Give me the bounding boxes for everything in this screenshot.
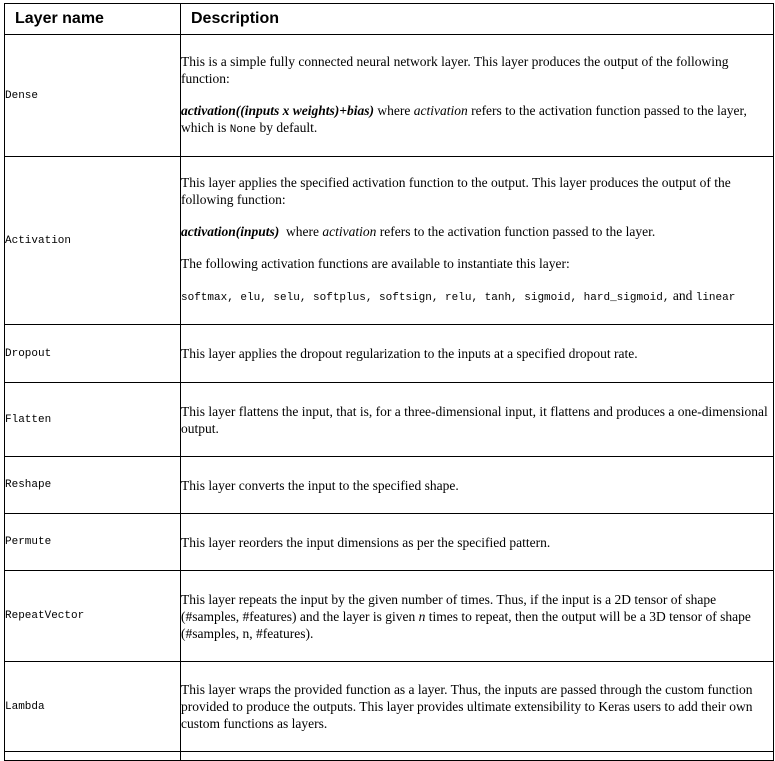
layer-name: Permute (5, 514, 181, 571)
table-row (5, 325, 774, 383)
code-text: None (229, 123, 257, 136)
table-row (5, 157, 774, 325)
formula: activation((inputs x weights)+bias) (181, 102, 374, 118)
layer-name: Lambda (5, 662, 181, 752)
layer-name: RepeatVector (5, 571, 181, 662)
text-span: times to repeat, then the output will be a 3D tensor of shape (#samples, n, #features). (181, 608, 751, 641)
layer-description: This layer reorders the input dimensions as per the specified pattern. (181, 514, 774, 571)
emphasis-text: activation (322, 224, 377, 239)
table-row (5, 571, 774, 662)
empty-cell (181, 752, 774, 761)
description-header: Description (181, 4, 774, 35)
function-list (181, 287, 773, 307)
formula-line (181, 223, 773, 240)
layer-name: Reshape (5, 457, 181, 514)
text-span: where (279, 224, 323, 239)
text-span: where (373, 102, 414, 118)
header-row (5, 4, 774, 35)
table-row (5, 383, 774, 457)
layer-description: This layer converts the input to the specified shape. (181, 457, 774, 514)
table-row (5, 457, 774, 514)
text-span: This layer repeats the input by the given number of times. Thus, if the input is a 2D tensor of shape (#samples, #features) and the layer is given (181, 591, 717, 624)
description-text: The following activation functions are available to instantiate this layer: (181, 256, 570, 271)
layer-name: Activation (5, 157, 181, 325)
layer-description (181, 35, 774, 157)
keras-layers-table (4, 3, 774, 761)
layer-description: This layer applies the dropout regularization to the inputs at a specified dropout rate. (181, 325, 774, 383)
layer-name: Dense (5, 35, 181, 157)
text-span: by default. (256, 119, 318, 135)
layer-description (181, 571, 774, 662)
text-span: and (669, 288, 696, 303)
emphasis-text: activation (413, 102, 468, 118)
layer-description: This layer flattens the input, that is, for a three-dimensional input, it flattens and produces a one-dimensional output. (181, 383, 774, 457)
layer-description (181, 157, 774, 325)
table-row (5, 662, 774, 752)
description-text: This layer applies the specified activation function to the output. This layer produces the output of the following function: (181, 175, 731, 207)
formula: activation(inputs) (181, 224, 280, 239)
table-row-partial (5, 752, 774, 761)
description-text: This is a simple fully connected neural network layer. This layer produces the output of the following function: (181, 53, 729, 86)
empty-cell (5, 752, 181, 761)
formula-line (181, 102, 773, 139)
layer-name: Dropout (5, 325, 181, 383)
code-text: softmax, elu, selu, softplus, softsign, relu, tanh, sigmoid, hard_sigmoid, (181, 292, 670, 304)
layer-name: Flatten (5, 383, 181, 457)
table-row (5, 514, 774, 571)
text-span: refers to the activation function passed to the layer, which is (181, 102, 747, 135)
text-span: refers to the activation function passed to the layer. (376, 224, 656, 239)
layer-name-header: Layer name (5, 4, 181, 35)
layer-description: This layer wraps the provided function as a layer. Thus, the inputs are passed through the custom function provided to produce the outputs. This layer provides ultimate extensibility to Keras users to add their own custom functions as layers. (181, 662, 774, 752)
emphasis-text: n (418, 608, 426, 624)
table-row (5, 35, 774, 157)
code-text: linear (695, 292, 736, 304)
